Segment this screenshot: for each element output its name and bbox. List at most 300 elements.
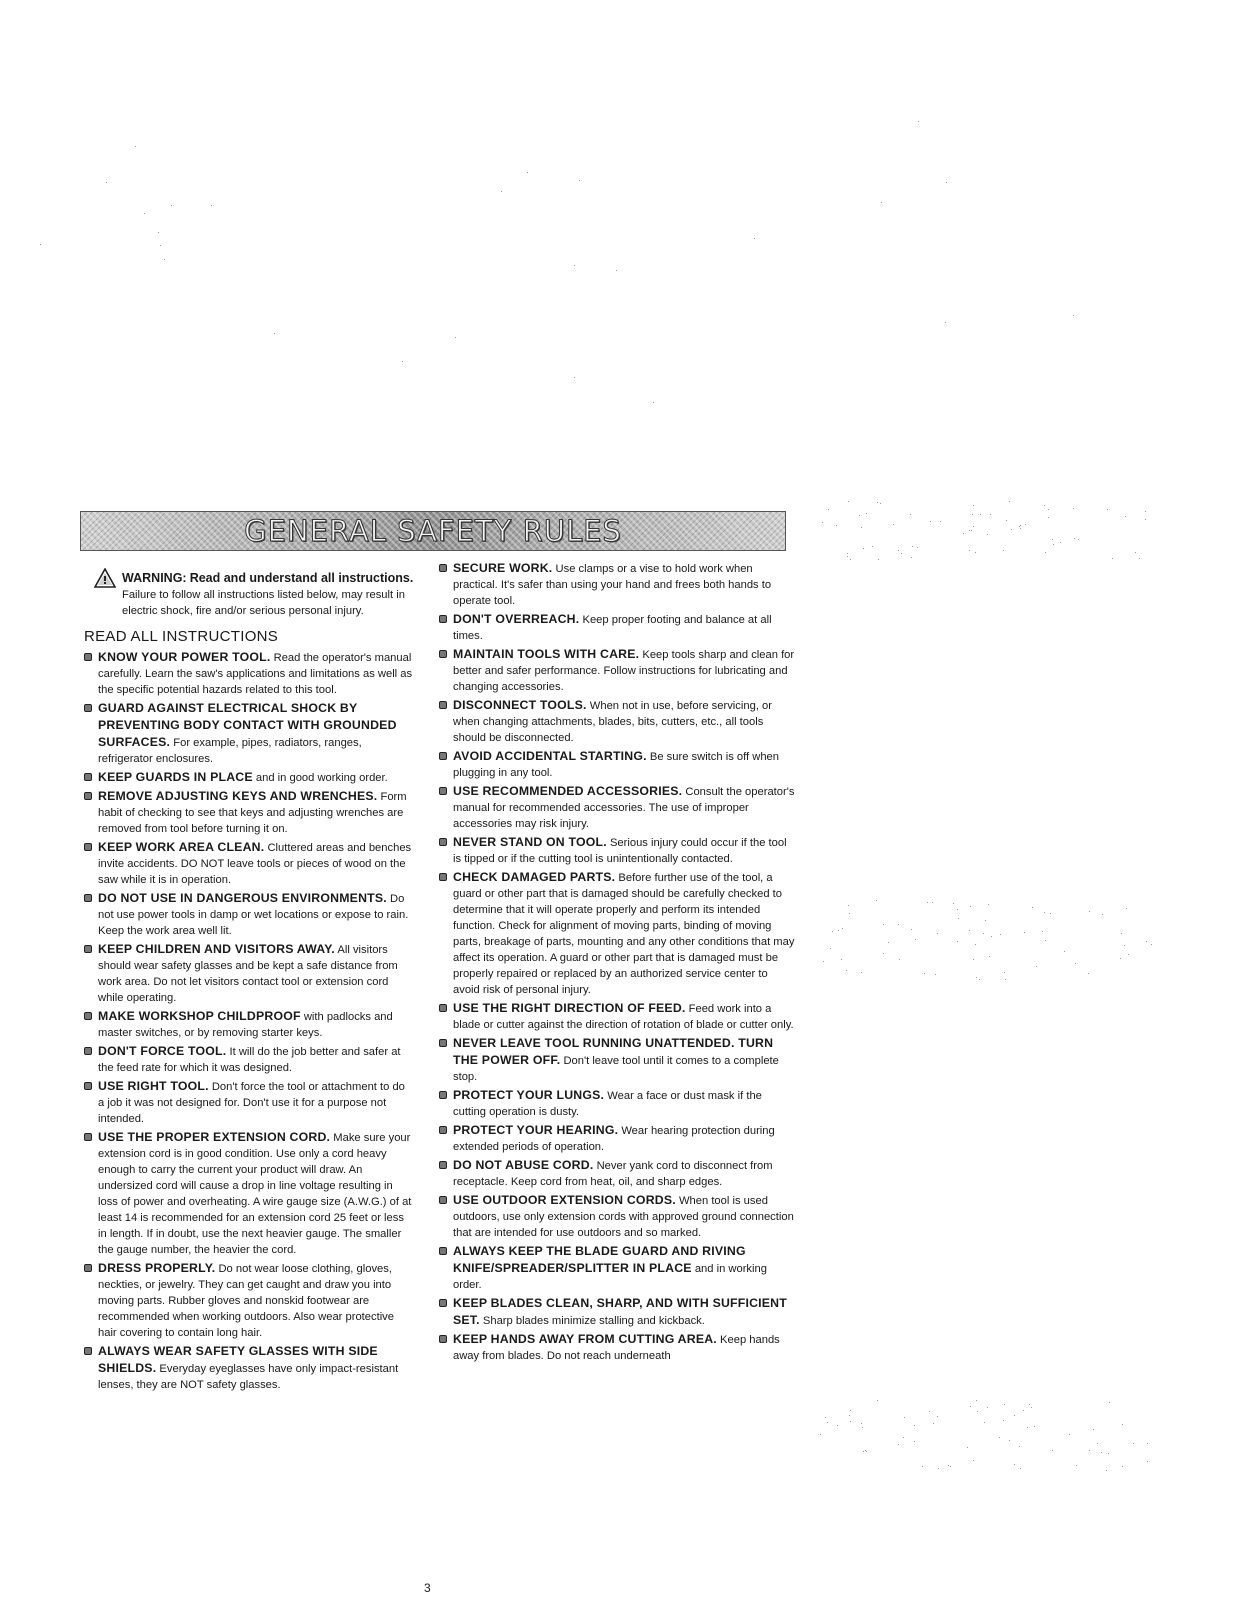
rule-description: Serious injury could occur if the tool is tipped or if the cutting tool is unintentionally contacted. [453, 837, 787, 865]
speckle [1108, 1453, 1109, 1454]
rule-title: CHECK DAMAGED PARTS. [453, 870, 616, 884]
rule-text [453, 1087, 795, 1120]
speckle [935, 974, 936, 975]
speckle [579, 180, 580, 181]
speckle [1023, 1410, 1024, 1411]
rule-description: Cluttered areas and benches invite accidents. DO NOT leave tools or pieces of wood on the saw while it is in operation. [98, 842, 412, 886]
speckle [898, 924, 899, 925]
rule-title: KEEP HANDS AWAY FROM CUTTING AREA. [453, 1332, 717, 1346]
bullet-icon [84, 1133, 92, 1141]
speckle [616, 270, 617, 271]
left-column [84, 570, 414, 1395]
speckle [1031, 1407, 1032, 1408]
speckle [1020, 1468, 1021, 1469]
speckle [653, 402, 654, 403]
speckle [953, 903, 954, 904]
section-banner [80, 511, 786, 551]
speckle [820, 1434, 821, 1435]
rule-description: Don't leave tool until it comes to a complete stop. [453, 1055, 779, 1083]
speckle [970, 906, 971, 907]
speckle [160, 245, 161, 246]
rule-description: Don't force the tool or attachment to do a job it was not designed for. Don't use it for a purpose not intended. [98, 1081, 405, 1125]
speckle [1020, 525, 1021, 526]
bullet-icon [439, 701, 447, 709]
speckle [976, 1400, 977, 1401]
safety-rule [84, 649, 414, 698]
safety-rule [439, 1295, 795, 1329]
left-rules-list [84, 649, 414, 1393]
safety-rule [84, 1043, 414, 1076]
speckle [861, 1423, 862, 1424]
speckle [1036, 966, 1037, 967]
speckle [849, 1415, 850, 1416]
bullet-icon [439, 1335, 447, 1343]
bullet-icon [84, 704, 92, 712]
rule-title: USE OUTDOOR EXTENSION CORDS. [453, 1193, 676, 1207]
speckle [898, 550, 899, 551]
rule-text [453, 783, 795, 832]
rule-text [453, 646, 795, 695]
rule-text [453, 1331, 795, 1364]
speckle [973, 505, 974, 506]
speckle [969, 530, 970, 531]
speckle [1126, 908, 1127, 909]
rule-description: Keep proper footing and balance at all times. [453, 614, 772, 642]
speckle [893, 524, 894, 525]
rule-title: ALWAYS WEAR SAFETY GLASSES WITH SIDE SHIELDS. [98, 1344, 378, 1375]
speckle [901, 553, 902, 554]
rule-title: KEEP GUARDS IN PLACE [98, 770, 253, 784]
speckle [1060, 542, 1061, 543]
bullet-icon [84, 792, 92, 800]
speckle [872, 546, 873, 547]
speckle [863, 1451, 864, 1452]
speckle [847, 553, 848, 554]
rule-text [453, 611, 795, 644]
rule-title: ALWAYS KEEP THE BLADE GUARD AND RIVING KNIFE/SPREADER/SPLITTER IN PLACE [453, 1244, 746, 1275]
read-all-heading: READ ALL INSTRUCTIONS [84, 628, 279, 645]
speckle [158, 232, 159, 233]
speckle [990, 514, 991, 515]
speckle [849, 913, 850, 914]
rule-text [98, 890, 414, 939]
speckle [945, 322, 946, 323]
speckle [977, 1411, 978, 1412]
bullet-icon [84, 773, 92, 781]
rule-description: For example, pipes, radiators, ranges, refrigerator enclosures. [98, 737, 362, 765]
speckle [1145, 511, 1146, 512]
speckle [912, 546, 913, 547]
speckle [948, 1465, 949, 1466]
bullet-icon [439, 1161, 447, 1169]
rule-description: Before further use of the tool, a guard or other part that is damaged should be carefully checked to determine that it will operate properly and perform its intended function. Check for alignment of moving parts, binding of moving parts, breakage of parts, mounting and any other conditions that may affect its operation. A guard or other part that is damaged must be properly repaired or replaced by an authorized service center to avoid risk of personal injury. [453, 872, 795, 996]
rule-title: GUARD AGAINST ELECTRICAL SHOCK BY PREVENTING BODY CONTACT WITH GROUNDED SURFACES. [98, 701, 397, 749]
rule-text [98, 941, 414, 1006]
safety-rule [84, 941, 414, 1006]
rule-title: DRESS PROPERLY. [98, 1261, 216, 1275]
speckle [1122, 1466, 1123, 1467]
speckle [1101, 1452, 1102, 1453]
rule-title: MAINTAIN TOOLS WITH CARE. [453, 647, 640, 661]
rule-description: Do not wear loose clothing, gloves, neckties, or jewelry. They can get caught and draw you into moving parts. Rubber gloves and nonskid footwear are recommended when working outdoors. Also wear protective hair covering to contain long hair. [98, 1263, 394, 1339]
speckle [1027, 1427, 1028, 1428]
bullet-icon [439, 752, 447, 760]
speckle [1006, 520, 1007, 521]
rule-description: Keep tools sharp and clean for better and safer performance. Follow instructions for lubricating and changing accessories. [453, 649, 795, 693]
rule-text [453, 1192, 795, 1241]
rule-title: USE THE RIGHT DIRECTION OF FEED. [453, 1001, 686, 1015]
speckle [878, 559, 879, 560]
safety-rule [439, 1087, 795, 1120]
speckle [837, 1425, 838, 1426]
bullet-icon [439, 1091, 447, 1099]
speckle [1024, 932, 1025, 933]
rule-title: AVOID ACCIDENTAL STARTING. [453, 749, 647, 763]
speckle [1121, 933, 1122, 934]
bullet-icon [439, 873, 447, 881]
speckle [927, 902, 928, 903]
speckle [1147, 1443, 1148, 1444]
rule-text [98, 1260, 414, 1341]
speckle [940, 521, 941, 522]
speckle [1097, 1443, 1098, 1444]
safety-rule [84, 700, 414, 767]
safety-rule [439, 1331, 795, 1364]
speckle [1045, 552, 1046, 553]
speckle [972, 514, 973, 515]
safety-rule [439, 1035, 795, 1085]
speckle [999, 1437, 1000, 1438]
safety-rule [439, 748, 795, 781]
speckle [922, 1466, 923, 1467]
safety-rule [439, 646, 795, 695]
rule-text [453, 1122, 795, 1155]
rule-text [98, 769, 414, 786]
speckle [969, 930, 970, 931]
speckle [1000, 934, 1001, 935]
rule-title: DISCONNECT TOOLS. [453, 698, 587, 712]
speckle [975, 944, 976, 945]
speckle [1003, 550, 1004, 551]
speckle [1003, 1420, 1004, 1421]
safety-rule [84, 769, 414, 786]
rule-description: and in good working order. [255, 772, 388, 784]
rule-text [453, 1157, 795, 1190]
speckle [862, 1427, 863, 1428]
speckle [911, 929, 912, 930]
speckle [1107, 509, 1108, 510]
rule-title: KEEP CHILDREN AND VISITORS AWAY. [98, 942, 335, 956]
rule-title: PROTECT YOUR HEARING. [453, 1123, 619, 1137]
safety-rule [84, 1078, 414, 1127]
speckle [929, 1411, 930, 1412]
rule-text [98, 1343, 414, 1393]
speckle [1073, 508, 1074, 509]
speckle [832, 931, 833, 932]
speckle [1146, 941, 1147, 942]
rule-description: Make sure your extension cord is in good condition. Use only a cord heavy enough to carry the current your product will draw. An undersized cord will cause a drop in line voltage resulting in loss of power and overheating. A wire gauge size (A.W.G.) of at least 14 is recommended for an extension cord 25 feet or less in length. If in doubt, use the next heavier gauge. The smaller the gauge number, the heavier the cord. [98, 1132, 412, 1256]
safety-rule [84, 788, 414, 837]
speckle [1128, 954, 1129, 955]
warning-triangle-icon [94, 568, 116, 588]
bullet-icon [84, 945, 92, 953]
speckle [847, 556, 848, 557]
speckle [574, 265, 575, 266]
rule-title: DO NOT ABUSE CORD. [453, 1158, 594, 1172]
speckle [1135, 552, 1136, 553]
speckle [881, 202, 882, 203]
rule-description: Form habit of checking to see that keys and adjusting wrenches are removed from tool before turning it on. [98, 791, 407, 835]
speckle [1109, 1402, 1110, 1403]
safety-rule [84, 1260, 414, 1341]
speckle [1124, 945, 1125, 946]
speckle [1145, 519, 1146, 520]
speckle [1005, 979, 1006, 980]
speckle [848, 905, 849, 906]
speckle [1009, 1440, 1010, 1441]
speckle [1019, 526, 1020, 527]
speckle [1048, 509, 1049, 510]
speckle [963, 533, 964, 534]
rule-title: USE RIGHT TOOL. [98, 1079, 209, 1093]
bullet-icon [439, 1039, 447, 1047]
rule-description: Keep hands away from blades. Do not reach underneath [453, 1334, 780, 1362]
speckle [937, 933, 938, 934]
rule-description: Everyday eyeglasses have only impact-resistant lenses, they are NOT safety glasses. [98, 1363, 399, 1391]
speckle [866, 513, 867, 514]
safety-rule [84, 1129, 414, 1258]
speckle [838, 930, 839, 931]
speckle [932, 902, 933, 903]
speckle [1004, 972, 1005, 973]
rule-description: When not in use, before servicing, or when changing attachments, blades, bits, cutters, etc., all tools should be disconnected. [453, 700, 772, 744]
safety-rule [84, 839, 414, 888]
rule-title: MAKE WORKSHOP CHILDPROOF [98, 1009, 301, 1023]
rule-text [98, 1078, 414, 1127]
speckle [1076, 1465, 1077, 1466]
speckle [1102, 914, 1103, 915]
rule-text [453, 697, 795, 746]
speckle [1122, 1424, 1123, 1425]
speckle [937, 1416, 938, 1417]
rule-title: KNOW YOUR POWER TOOL. [98, 650, 271, 664]
warning-bold-text: Read and understand all instructions. [189, 571, 414, 585]
speckle [1048, 517, 1049, 518]
speckle [135, 146, 136, 147]
rule-title: USE THE PROPER EXTENSION CORD. [98, 1130, 331, 1144]
bullet-icon [439, 838, 447, 846]
speckle [863, 548, 864, 549]
speckle [825, 1417, 826, 1418]
speckle [859, 515, 860, 516]
speckle [144, 213, 145, 214]
rule-description: Be sure switch is off when plugging in any tool. [453, 751, 779, 779]
speckle [1042, 931, 1043, 932]
rule-description: Wear hearing protection during extended periods of operation. [453, 1125, 775, 1153]
speckle [1014, 1464, 1015, 1465]
speckle [40, 244, 41, 245]
speckle [973, 1460, 974, 1461]
safety-rule [439, 611, 795, 644]
rule-text [453, 1035, 795, 1085]
speckle [1020, 528, 1021, 529]
bullet-icon [84, 1012, 92, 1020]
speckle [980, 514, 981, 515]
speckle [1147, 1461, 1148, 1462]
speckle [850, 559, 851, 560]
rule-text [453, 1243, 795, 1293]
speckle [1073, 315, 1074, 316]
speckle [1044, 912, 1045, 913]
speckle [987, 534, 988, 535]
speckle [455, 337, 456, 338]
safety-rule [439, 1000, 795, 1033]
rule-text [453, 560, 795, 609]
speckle [402, 361, 403, 362]
speckle [1045, 940, 1046, 941]
speckle [1133, 1443, 1134, 1444]
speckle [1089, 911, 1090, 912]
speckle [883, 953, 884, 954]
speckle [171, 205, 172, 206]
speckle [1075, 963, 1076, 964]
speckle [1089, 1450, 1090, 1451]
speckle [876, 900, 877, 901]
speckle [846, 970, 847, 971]
bullet-icon [439, 615, 447, 623]
speckle [911, 557, 912, 558]
speckle [1014, 1415, 1015, 1416]
speckle [1029, 1404, 1030, 1405]
speckle [899, 959, 900, 960]
bullet-icon [439, 1299, 447, 1307]
warning-block [94, 570, 414, 619]
speckle [973, 526, 974, 527]
speckle [903, 1437, 904, 1438]
speckle [850, 1421, 851, 1422]
speckle [880, 503, 881, 504]
speckle [987, 1407, 988, 1408]
rule-description: It will do the job better and safer at the feed rate for which it was designed. [98, 1046, 401, 1074]
safety-rule [439, 1122, 795, 1155]
speckle [1025, 524, 1026, 525]
speckle [888, 942, 889, 943]
speckle [1106, 1470, 1107, 1471]
right-rules-list [439, 560, 795, 1364]
bullet-icon [439, 1126, 447, 1134]
speckle [1088, 973, 1089, 974]
safety-rule [84, 890, 414, 939]
bullet-icon [439, 650, 447, 658]
rule-text [453, 1000, 795, 1033]
speckle [754, 238, 755, 239]
safety-rule [439, 1192, 795, 1241]
bullet-icon [439, 787, 447, 795]
bullet-icon [84, 894, 92, 902]
speckle [1052, 539, 1053, 540]
rule-description: Never yank cord to disconnect from receptacle. Keep cord from heat, oil, and sharp edges. [453, 1160, 773, 1188]
speckle [933, 1423, 934, 1424]
speckle [836, 525, 837, 526]
speckle [1011, 529, 1012, 530]
speckle [527, 172, 528, 173]
speckle [211, 205, 212, 206]
rule-text [453, 834, 795, 867]
rule-title: NEVER LEAVE TOOL RUNNING UNATTENDED. TURN THE POWER OFF. [453, 1036, 774, 1067]
speckle [865, 1450, 866, 1451]
speckle [1019, 1446, 1020, 1447]
speckle [1120, 958, 1121, 959]
safety-rule [84, 1008, 414, 1041]
speckle [924, 973, 925, 974]
rule-text [98, 1008, 414, 1041]
speckle [1050, 913, 1051, 914]
section-title: GENERAL SAFETY RULES [244, 514, 622, 548]
speckle [950, 1466, 951, 1467]
speckle [164, 259, 165, 260]
speckle [957, 909, 958, 910]
rule-text [98, 1043, 414, 1076]
speckle [866, 1451, 867, 1452]
rule-text [98, 1129, 414, 1258]
rule-text [453, 748, 795, 781]
speckle [830, 948, 831, 949]
speckle [1004, 1404, 1005, 1405]
speckle [574, 377, 575, 378]
warning-text: Failure to follow all instructions listed below, may result in electric shock, fire and/or serious personal injury. [122, 589, 405, 617]
safety-rule [439, 560, 795, 609]
speckle [970, 1406, 971, 1407]
speckle [910, 514, 911, 515]
speckle [1069, 1434, 1070, 1435]
rule-title: SECURE WORK. [453, 561, 553, 575]
rule-description: Feed work into a blade or cutter against the direction of rotation of blade or cutter only. [453, 1003, 794, 1031]
rule-description: All visitors should wear safety glasses and be kept a safe distance from work area. Do not let visitors contact tool or extension cord while operating. [98, 944, 398, 1004]
speckle [1053, 544, 1054, 545]
speckle [861, 527, 862, 528]
rule-text [98, 788, 414, 837]
safety-rule [439, 697, 795, 746]
speckle [841, 959, 842, 960]
rule-title: DON'T OVERREACH. [453, 612, 580, 626]
rule-title: PROTECT YOUR LUNGS. [453, 1088, 605, 1102]
speckle [861, 972, 862, 973]
bullet-icon [439, 1196, 447, 1204]
speckle [1064, 951, 1065, 952]
speckle [1032, 907, 1033, 908]
speckle [989, 956, 990, 957]
speckle [917, 547, 918, 548]
safety-rule [439, 1157, 795, 1190]
speckle [877, 1400, 878, 1401]
rule-text [98, 700, 414, 767]
speckle [883, 924, 884, 925]
bullet-icon [84, 1264, 92, 1272]
speckle [1112, 558, 1113, 559]
rule-description: Wear a face or dust mask if the cutting operation is dusty. [453, 1090, 762, 1118]
speckle [988, 904, 989, 905]
bullet-icon [84, 653, 92, 661]
speckle [976, 977, 977, 978]
bullet-icon [84, 1347, 92, 1355]
bullet-icon [84, 843, 92, 851]
speckle [1078, 539, 1079, 540]
bullet-icon [439, 1247, 447, 1255]
rule-description: Use clamps or a vise to hold work when practical. It's safer than using your hand and frees both hands to operate tool. [453, 563, 772, 607]
right-column [439, 560, 795, 1366]
speckle [898, 1444, 899, 1445]
safety-rule [439, 783, 795, 832]
